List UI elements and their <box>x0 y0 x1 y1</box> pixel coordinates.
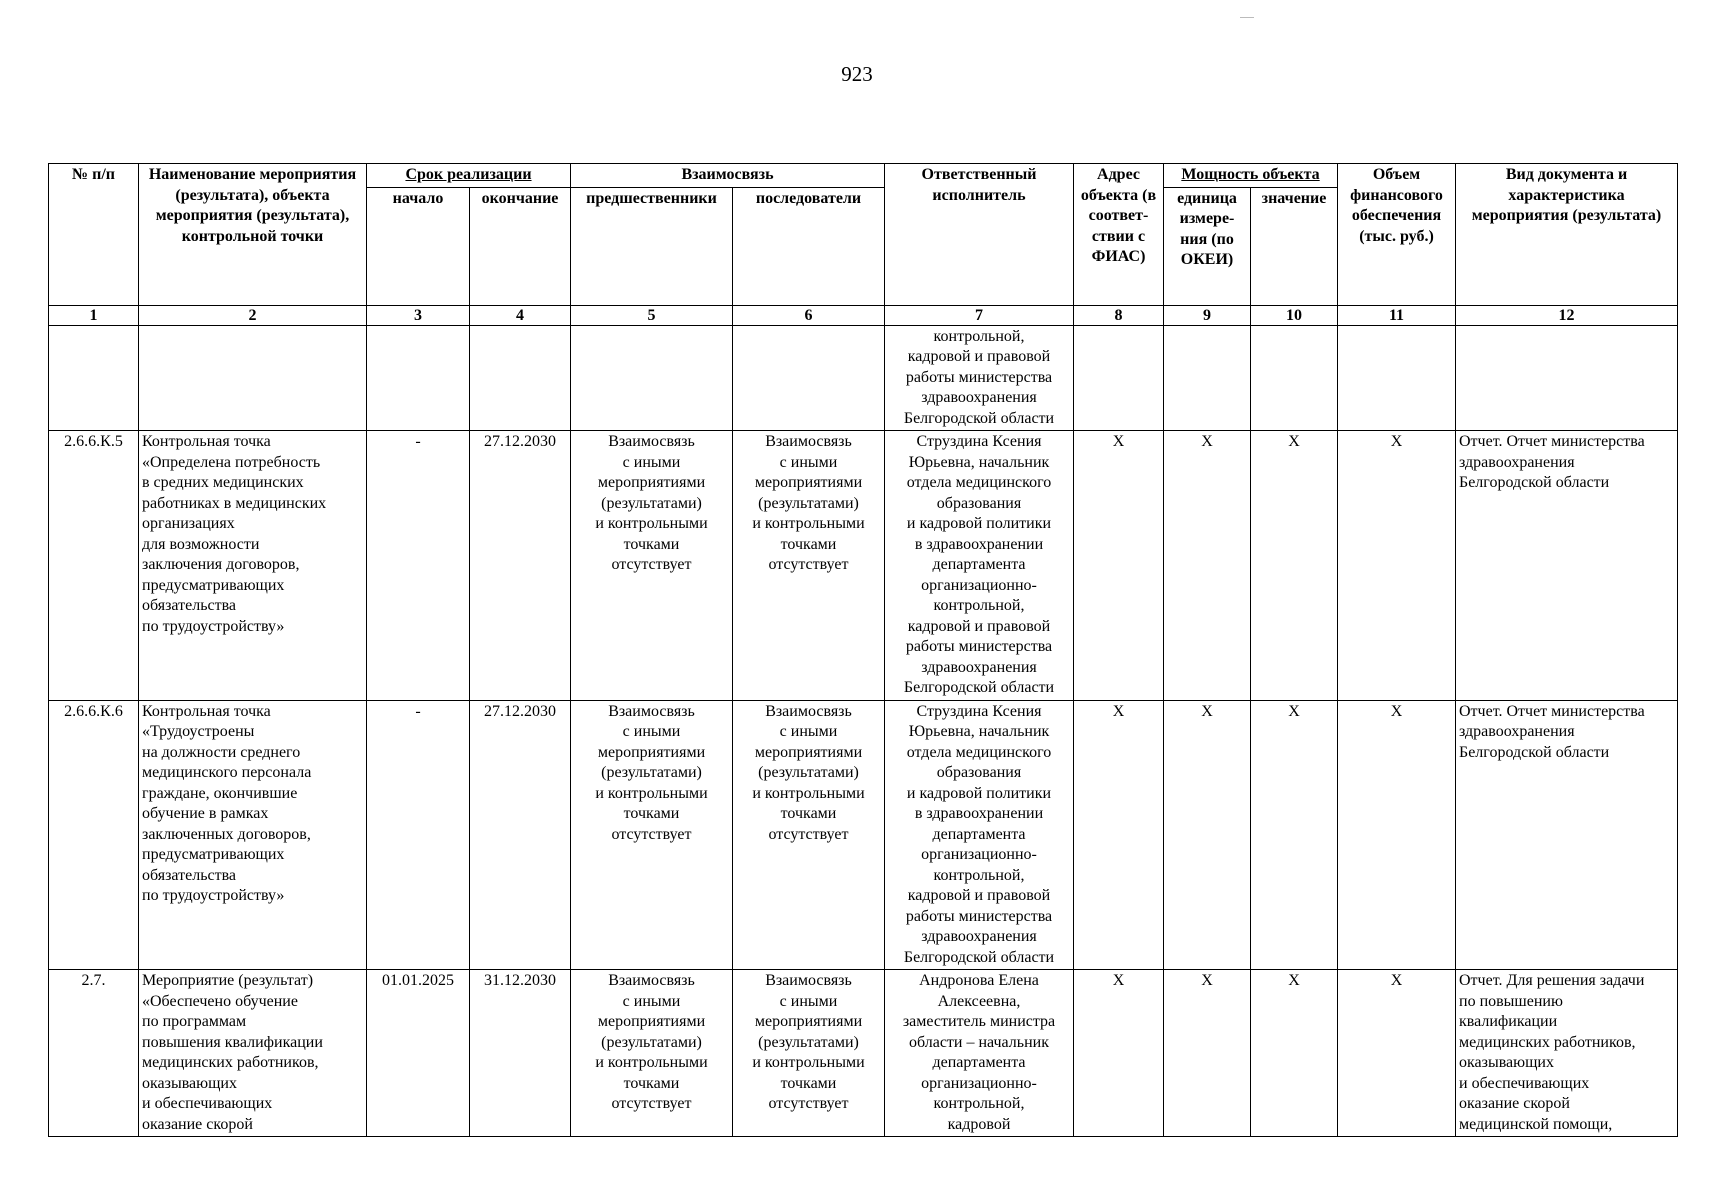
cell-predecessors <box>571 325 733 431</box>
header-number: № п/п <box>49 164 139 306</box>
cell-unit: X <box>1164 970 1251 1137</box>
column-number: 4 <box>470 305 571 325</box>
page-number: 923 <box>841 62 873 86</box>
cell-address: X <box>1074 970 1164 1137</box>
header-address: Адрес объекта (в соответ- ствии с ФИАС) <box>1074 164 1164 306</box>
column-number: 6 <box>733 305 885 325</box>
cell-name: Мероприятие (результат) «Обеспечено обучение по программам повышения квалификации медицинских работников, оказывающих и обеспечивающих оказание скорой <box>139 970 367 1137</box>
column-number: 1 <box>49 305 139 325</box>
header-term-end: окончание <box>470 187 571 305</box>
cell-successors: Взаимосвязь с иными мероприятиями (результатами) и контрольными точками отсутствует <box>733 700 885 970</box>
cell-name: Контрольная точка «Трудоустроены на должности среднего медицинского персонала граждане, окончившие обучение в рамках заключенных договоров, предусматривающих обязательства по трудоустройству» <box>139 700 367 970</box>
header-power-unit: единица измере- ния (по ОКЕИ) <box>1164 187 1251 305</box>
column-number: 8 <box>1074 305 1164 325</box>
cell-predecessors: Взаимосвязь с иными мероприятиями (результатами) и контрольными точками отсутствует <box>571 700 733 970</box>
cell-number: 2.6.6.К.5 <box>49 431 139 701</box>
column-number: 10 <box>1251 305 1338 325</box>
cell-address: X <box>1074 700 1164 970</box>
cell-unit: X <box>1164 431 1251 701</box>
column-number: 12 <box>1456 305 1678 325</box>
cell-successors <box>733 325 885 431</box>
cell-value <box>1251 325 1338 431</box>
cell-document: Отчет. Отчет министерства здравоохранения Белгородской области <box>1456 700 1678 970</box>
cell-responsible: Андронова Елена Алексеевна, заместитель министра области – начальник департамента организационно- контрольной, кадровой <box>885 970 1074 1137</box>
cell-end: 27.12.2030 <box>470 431 571 701</box>
cell-number: 2.7. <box>49 970 139 1137</box>
cell-name: Контрольная точка «Определена потребность в средних медицинских работниках в медицинских организациях для возможности заключения договоров, предусматривающих обязательства по трудоустройству» <box>139 431 367 701</box>
cell-successors: Взаимосвязь с иными мероприятиями (результатами) и контрольными точками отсутствует <box>733 431 885 701</box>
plan-table <box>48 163 1678 1137</box>
cell-number <box>49 325 139 431</box>
header-term-start: начало <box>367 187 470 305</box>
header-power-value: значение <box>1251 187 1338 305</box>
header-link-succ: последователи <box>733 187 885 305</box>
column-number: 3 <box>367 305 470 325</box>
column-numbers-row <box>49 305 1678 325</box>
cell-address <box>1074 325 1164 431</box>
cell-value: X <box>1251 700 1338 970</box>
cell-start <box>367 325 470 431</box>
cell-value: X <box>1251 431 1338 701</box>
header-finance: Объем финансового обеспечения (тыс. руб.) <box>1338 164 1456 306</box>
table-row <box>49 431 1678 701</box>
header-responsible: Ответственный исполнитель <box>885 164 1074 306</box>
header-term-group: Срок реализации <box>367 164 571 188</box>
table-header <box>49 164 1678 326</box>
cell-responsible: контрольной, кадровой и правовой работы министерства здравоохранения Белгородской области <box>885 325 1074 431</box>
cell-address: X <box>1074 431 1164 701</box>
cell-document <box>1456 325 1678 431</box>
header-link-group: Взаимосвязь <box>571 164 885 188</box>
cell-document: Отчет. Отчет министерства здравоохранения Белгородской области <box>1456 431 1678 701</box>
column-number: 5 <box>571 305 733 325</box>
table-row <box>49 325 1678 431</box>
cell-predecessors: Взаимосвязь с иными мероприятиями (результатами) и контрольными точками отсутствует <box>571 970 733 1137</box>
cell-finance: X <box>1338 700 1456 970</box>
cell-value: X <box>1251 970 1338 1137</box>
cell-end <box>470 325 571 431</box>
cell-unit <box>1164 325 1251 431</box>
table-row <box>49 970 1678 1137</box>
header-document: Вид документа и характеристика мероприятия (результата) <box>1456 164 1678 306</box>
cell-end: 27.12.2030 <box>470 700 571 970</box>
cell-successors: Взаимосвязь с иными мероприятиями (результатами) и контрольными точками отсутствует <box>733 970 885 1137</box>
cell-number: 2.6.6.К.6 <box>49 700 139 970</box>
cell-end: 31.12.2030 <box>470 970 571 1137</box>
table-row <box>49 700 1678 970</box>
cell-finance: X <box>1338 431 1456 701</box>
cell-name <box>139 325 367 431</box>
column-number: 9 <box>1164 305 1251 325</box>
column-number: 7 <box>885 305 1074 325</box>
header-power-group: Мощность объекта <box>1164 164 1338 188</box>
cell-document: Отчет. Для решения задачи по повышению квалификации медицинских работников, оказывающих и обеспечивающих оказание скорой медицинской помощи, <box>1456 970 1678 1137</box>
cell-start: 01.01.2025 <box>367 970 470 1137</box>
cell-finance <box>1338 325 1456 431</box>
cell-unit: X <box>1164 700 1251 970</box>
header-link-pred: предшественники <box>571 187 733 305</box>
scan-mark <box>1240 17 1254 18</box>
cell-responsible: Струздина Ксения Юрьевна, начальник отдела медицинского образования и кадровой политики в здравоохранении департамента организационно- контрольной, кадровой и правовой работы министерства здравоохранения Белгородской области <box>885 700 1074 970</box>
cell-start: - <box>367 431 470 701</box>
column-number: 2 <box>139 305 367 325</box>
column-number: 11 <box>1338 305 1456 325</box>
cell-finance: X <box>1338 970 1456 1137</box>
header-name: Наименование мероприятия (результата), объекта мероприятия (результата), контрольной точки <box>139 164 367 306</box>
cell-predecessors: Взаимосвязь с иными мероприятиями (результатами) и контрольными точками отсутствует <box>571 431 733 701</box>
cell-responsible: Струздина Ксения Юрьевна, начальник отдела медицинского образования и кадровой политики в здравоохранении департамента организационно- контрольной, кадровой и правовой работы министерства здравоохранения Белгородской области <box>885 431 1074 701</box>
cell-start: - <box>367 700 470 970</box>
